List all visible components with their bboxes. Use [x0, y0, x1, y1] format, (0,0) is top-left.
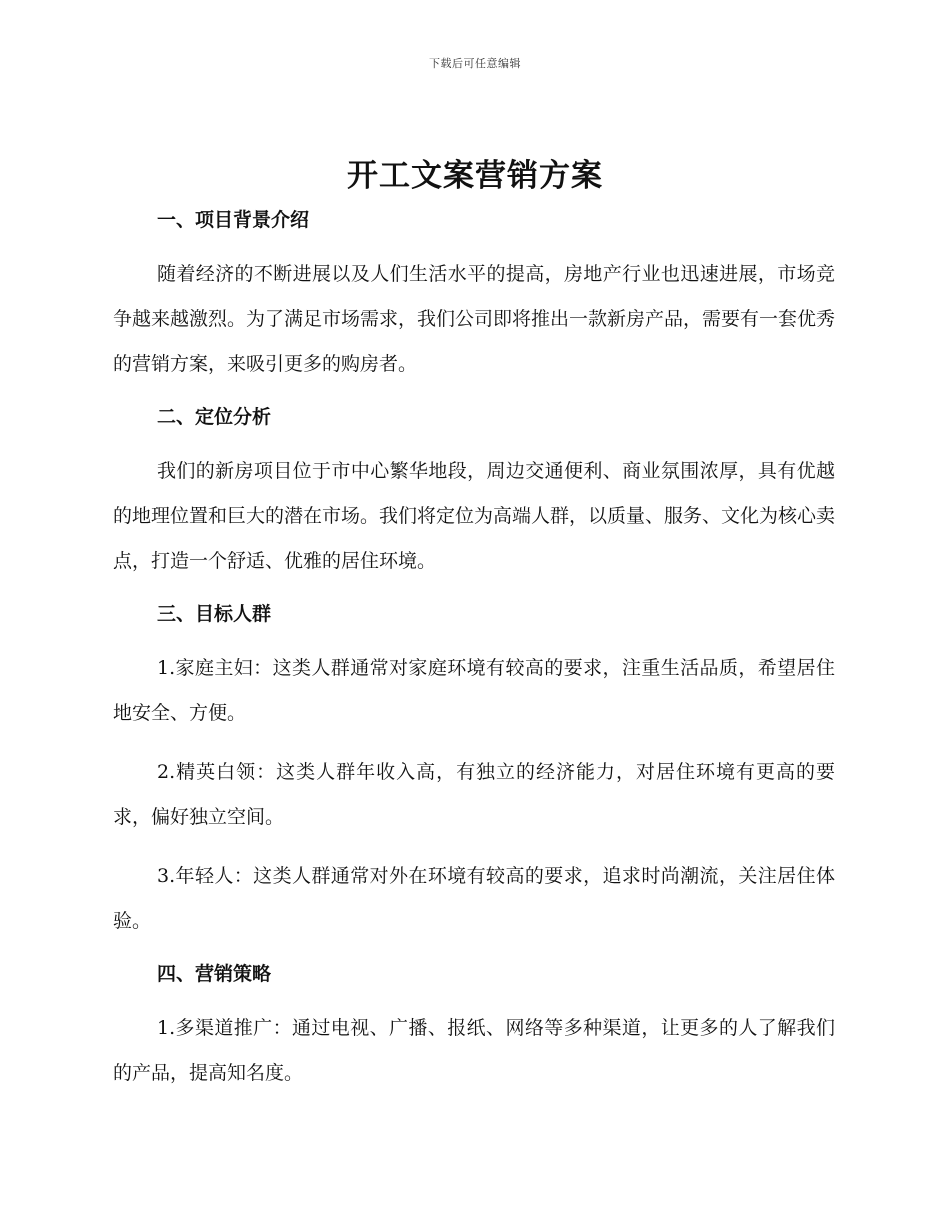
paragraph: 3.年轻人：这类人群通常对外在环境有较高的要求，追求时尚潮流，关注居住体验。 — [113, 865, 835, 932]
paragraph: 1.多渠道推广：通过电视、广播、报纸、网络等多种渠道，让更多的人了解我们的产品，提高知名度。 — [113, 1017, 835, 1084]
section-background — [113, 204, 835, 387]
section-target-audience — [113, 598, 835, 944]
section-marketing-strategy — [113, 958, 835, 1096]
paragraph: 1.家庭主妇：这类人群通常对家庭环境有较高的要求，注重生活品质，希望居住地安全、方便。 — [113, 657, 835, 724]
document-title: 开工文案营销方案 — [347, 158, 603, 194]
section-heading: 二、定位分析 — [157, 406, 272, 428]
section-heading: 四、营销策略 — [157, 963, 272, 985]
paragraph: 2.精英白领：这类人群年收入高，有独立的经济能力，对居住环境有更高的要求，偏好独立空间。 — [113, 761, 835, 828]
section-positioning — [113, 401, 835, 584]
section-heading: 三、目标人群 — [157, 603, 272, 625]
paragraph: 随着经济的不断进展以及人们生活水平的提高，房地产行业也迅速进展，市场竞争越来越激烈。为了满足市场需求，我们公司即将推出一款新房产品，需要有一套优秀的营销方案，来吸引更多的购房者。 — [113, 263, 836, 375]
section-heading: 一、项目背景介绍 — [157, 209, 310, 231]
document-body — [113, 204, 835, 1110]
paragraph: 我们的新房项目位于市中心繁华地段，周边交通便利、商业氛围浓厚，具有优越的地理位置和巨大的潜在市场。我们将定位为高端人群，以质量、服务、文化为核心卖点，打造一个舒适、优雅的居住环境。 — [113, 460, 836, 572]
header-note: 下载后可任意编辑 — [429, 57, 521, 70]
